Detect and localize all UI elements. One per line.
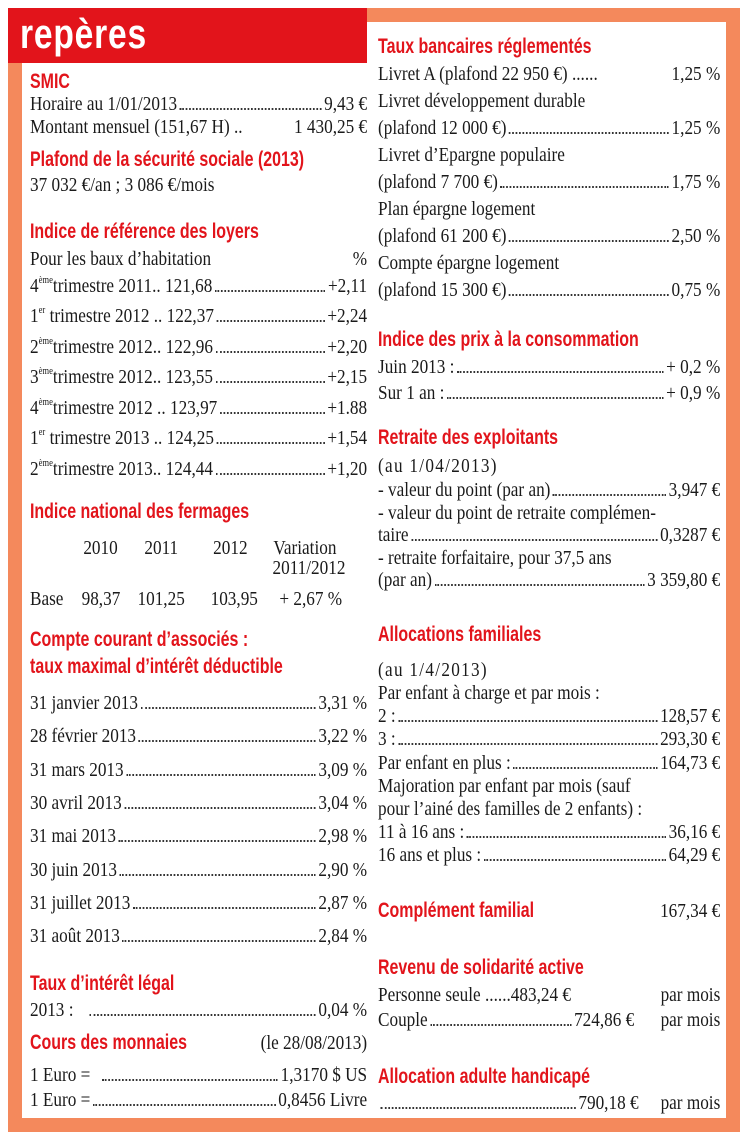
value: 1,25 %: [671, 63, 721, 85]
label: Juin 2013 :: [378, 356, 455, 378]
label: 2 :: [378, 705, 396, 728]
legal-heading: Taux d’intérêt légal: [30, 972, 175, 995]
ordinal-suffix: ème: [38, 366, 53, 377]
leader-dots: [513, 767, 657, 769]
value: 3,04 %: [318, 791, 368, 814]
list-row: [30, 824, 367, 848]
bancaires-heading: Taux bancaires réglementés: [378, 35, 592, 58]
label: Couple: [378, 1009, 428, 1031]
irl-heading: Indice de référence des loyers: [30, 220, 259, 243]
label: trimestre 2012..: [52, 366, 162, 388]
label: 31 juillet 2013: [30, 891, 131, 914]
leader-dots: [381, 1107, 576, 1109]
unit: %: [352, 248, 368, 270]
list-row: [378, 546, 720, 570]
leader-dots: [220, 412, 325, 414]
leader-dots: [120, 874, 316, 876]
list-row: [378, 62, 720, 86]
list-row: [30, 274, 367, 298]
label: Montant mensuel (151,67 H) ..: [30, 116, 243, 138]
index: 123,97: [169, 397, 218, 419]
change: +1.88: [327, 397, 368, 419]
rsa-row: [378, 1008, 720, 1032]
aah-row: [378, 1091, 720, 1115]
irl-subheading: [30, 247, 367, 271]
leader-dots: [467, 836, 666, 838]
list-row: [378, 751, 720, 775]
period: [30, 396, 166, 420]
leader-dots: [509, 294, 669, 296]
leader-dots: [119, 840, 316, 842]
date: (le 28/08/2013): [260, 1032, 368, 1054]
list-row: [30, 758, 367, 782]
list-row: [30, 335, 367, 359]
value: 36,16 €: [668, 821, 721, 844]
index: 122,96: [165, 336, 213, 358]
ordinal: 4: [30, 275, 39, 297]
label: Par enfant à charge et par mois :: [378, 682, 600, 704]
title-banner: [8, 8, 367, 63]
label: (par an): [378, 569, 432, 591]
change: +2,20: [327, 336, 368, 358]
label: Base: [30, 588, 64, 610]
pss-text: 37 032 €/an ; 3 086 €/mois: [30, 174, 215, 196]
col-header: 2010: [83, 537, 118, 559]
list-row: [378, 681, 720, 705]
list-row: [378, 355, 720, 379]
change: +2,24: [327, 305, 368, 327]
value: 0,75 %: [671, 279, 721, 301]
complement-value: [378, 899, 720, 923]
col-header: Variation: [273, 537, 337, 559]
list-row: [378, 568, 720, 592]
list-row: [30, 858, 367, 882]
leader-dots: [509, 240, 669, 242]
pss-heading: Plafond de la sécurité sociale (2013): [30, 148, 305, 171]
label: 31 août 2013: [30, 925, 120, 948]
leader-dots: [93, 1104, 276, 1106]
label: 30 avril 2013: [30, 791, 122, 814]
ordinal: 1: [30, 427, 39, 449]
change: +2,11: [327, 275, 368, 297]
label: - valeur du point (par an): [378, 479, 551, 501]
list-row: [378, 116, 720, 140]
label: trimestre 2011..: [52, 275, 161, 297]
cca-heading-2: taux maximal d’intérêt déductible: [30, 655, 283, 678]
leader-dots: [139, 740, 316, 742]
ordinal-suffix: er: [38, 305, 46, 316]
list-row: [30, 457, 367, 481]
list-row: [378, 251, 720, 275]
value: 483,24 €: [510, 984, 572, 1006]
label: Compte épargne logement: [378, 252, 560, 274]
value: 128,57 €: [660, 705, 721, 728]
retraite-date: (au 1/04/2013): [378, 455, 498, 477]
label: trimestre 2013 ..: [45, 427, 163, 449]
list-row: [30, 891, 367, 915]
aah-heading: Allocation adulte handicapé: [378, 1065, 590, 1088]
list-row: [30, 365, 367, 389]
leader-dots: [217, 320, 325, 322]
value: 1,25 %: [671, 117, 721, 139]
index: 123,55: [165, 366, 213, 388]
list-row: [30, 924, 367, 948]
leader-dots: [122, 940, 315, 942]
label: Livret d’Epargne populaire: [378, 144, 565, 166]
rsa-heading: Revenu de solidarité active: [378, 956, 584, 979]
label: 11 à 16 ans :: [378, 821, 465, 844]
ordinal: 1: [30, 305, 39, 327]
label: Livret A (plafond 22 950 €) ......: [378, 63, 598, 85]
leader-dots: [217, 442, 325, 444]
smic-row: [30, 92, 367, 116]
label: Horaire au 1/01/2013: [30, 93, 178, 115]
unit: par mois: [660, 1009, 721, 1031]
list-row: [378, 727, 720, 751]
monnaies-date: [30, 1031, 367, 1055]
value: 790,18 €: [578, 1092, 639, 1114]
leader-dots: [215, 290, 325, 292]
ordinal-suffix: ème: [38, 275, 53, 286]
value: 0,04 %: [318, 999, 368, 1021]
list-row: [378, 843, 720, 867]
value: 3,22 %: [318, 725, 368, 748]
label: Pour les baux d’habitation: [30, 248, 212, 270]
complement-heading: Complément familial: [378, 899, 535, 922]
value: 9,43 €: [324, 93, 368, 115]
period: [30, 457, 161, 481]
list-row: [378, 704, 720, 728]
leader-dots: [216, 351, 325, 353]
label: trimestre 2012 ..: [45, 305, 163, 327]
ordinal-suffix: ème: [38, 336, 53, 347]
index: 124,25: [166, 427, 214, 449]
label: 3 :: [378, 728, 396, 751]
leader-dots: [398, 720, 657, 722]
value: 101,25: [137, 588, 185, 610]
leader-dots: [102, 1079, 278, 1081]
label: pour l’ainé des familles de 2 enfants) :: [378, 798, 643, 820]
value: 2,50 %: [671, 225, 721, 247]
label: trimestre 2013..: [52, 458, 162, 480]
label: Personne seule ......: [378, 984, 511, 1006]
value: 3,09 %: [318, 758, 368, 781]
label: 1 Euro =: [30, 1064, 91, 1086]
ordinal-suffix: ème: [38, 397, 53, 408]
list-row: [378, 523, 720, 547]
label: 31 mai 2013: [30, 825, 116, 848]
value: 1,75 %: [671, 171, 721, 193]
leader-dots: [141, 707, 316, 709]
list-row: [30, 426, 367, 450]
col-header: 2011: [144, 537, 179, 559]
leader-dots: [553, 494, 666, 496]
retraite-heading: Retraite des exploitants: [378, 426, 559, 449]
period: [30, 426, 162, 450]
change: +1,54: [327, 427, 368, 449]
leader-dots: [124, 807, 315, 809]
list-row: [30, 396, 367, 420]
list-row: [378, 820, 720, 844]
leader-dots: [509, 132, 669, 134]
value: 0,8456 Livre: [278, 1089, 368, 1111]
fermages-row: [30, 587, 367, 611]
leader-dots: [126, 774, 316, 776]
value: 2,90 %: [318, 858, 368, 881]
label: trimestre 2012..: [52, 336, 162, 358]
value: 3,947 €: [668, 479, 721, 501]
period: [30, 335, 161, 359]
leader-dots: [398, 743, 657, 745]
list-row: [378, 143, 720, 167]
value: 164,73 €: [660, 751, 721, 774]
index: 122,37: [166, 305, 214, 327]
allocations-date: (au 1/4/2013): [378, 659, 488, 681]
value: 0,3287 €: [660, 524, 721, 546]
value: 293,30 €: [660, 728, 721, 751]
ipc-heading: Indice des prix à la consommation: [378, 328, 639, 351]
label: 16 ans et plus :: [378, 844, 482, 867]
value: 3,31 %: [318, 692, 368, 714]
ordinal-suffix: ème: [38, 458, 53, 469]
index: 121,68: [165, 275, 213, 297]
value: 1,3170 $ US: [280, 1064, 368, 1086]
monnaies-row: [30, 1063, 367, 1087]
value: 64,29 €: [668, 844, 721, 867]
label: 31 mars 2013: [30, 758, 124, 781]
ordinal: 4: [30, 397, 39, 419]
label: Plan épargne logement: [378, 198, 536, 220]
leader-dots: [500, 186, 668, 188]
leader-dots: [180, 108, 322, 110]
label: trimestre 2012 ..: [52, 397, 166, 419]
leader-dots: [457, 371, 664, 373]
value: + 0,9 %: [666, 382, 721, 404]
ordinal: 3: [30, 366, 39, 388]
change: +1,20: [327, 458, 368, 480]
monnaies-heading: Cours des monnaies: [30, 1031, 187, 1054]
label: 31 janvier 2013: [30, 692, 138, 714]
leader-dots: [133, 907, 316, 909]
list-row: [30, 791, 367, 815]
list-row: [378, 774, 720, 798]
ordinal: 2: [30, 458, 39, 480]
list-row: [30, 691, 367, 715]
monnaies-row: [30, 1088, 367, 1112]
label: (plafond 15 300 €): [378, 279, 507, 301]
label: 30 juin 2013: [30, 858, 117, 881]
label: (plafond 7 700 €): [378, 171, 498, 193]
index: 124,44: [165, 458, 213, 480]
label: 2013 :: [30, 999, 74, 1021]
leader-dots: [216, 473, 325, 475]
ordinal-suffix: er: [38, 427, 46, 438]
legal-row: [30, 998, 367, 1022]
leader-dots: [447, 397, 664, 399]
cca-heading: Compte courant d’associés :: [30, 628, 249, 651]
value: 724,86 €: [574, 1009, 635, 1031]
value: 98,37: [81, 588, 121, 610]
list-row: [378, 501, 720, 525]
period: [30, 274, 161, 298]
label: Livret développement durable: [378, 90, 586, 112]
list-row: [378, 224, 720, 248]
value: + 0,2 %: [666, 356, 721, 378]
value: 2,87 %: [318, 891, 368, 914]
value: 167,34 €: [660, 900, 721, 922]
value: 3 359,80 €: [647, 569, 721, 591]
label: taire: [378, 524, 409, 546]
leader-dots: [430, 1024, 571, 1026]
value: 2,98 %: [318, 825, 368, 848]
value: 103,95: [210, 588, 258, 610]
page-title: repères: [20, 10, 148, 57]
change: +2,15: [327, 366, 368, 388]
label: Sur 1 an :: [378, 382, 445, 404]
list-row: [378, 278, 720, 302]
smic-row: [30, 115, 367, 139]
list-row: [378, 381, 720, 405]
smic-heading: SMIC: [30, 70, 70, 93]
rsa-row: [378, 983, 720, 1007]
value: 1 430,25 €: [294, 116, 368, 138]
leader-dots: [411, 539, 657, 541]
leader-dots: [435, 584, 645, 586]
label: Par enfant en plus :: [378, 751, 511, 774]
ordinal: 2: [30, 336, 39, 358]
list-row: [378, 797, 720, 821]
unit: par mois: [660, 1092, 721, 1114]
list-row: [378, 197, 720, 221]
fermages-heading: Indice national des fermages: [30, 500, 250, 523]
label: - retraite forfaitaire, pour 37,5 ans: [378, 546, 612, 569]
leader-dots: [216, 381, 325, 383]
label: (plafond 61 200 €): [378, 225, 507, 247]
period: [30, 365, 161, 389]
list-row: [378, 478, 720, 502]
label: 1 Euro =: [30, 1089, 91, 1111]
period: [30, 304, 162, 328]
label: - valeur du point de retraite complémen-: [378, 501, 656, 524]
list-row: [378, 170, 720, 194]
list-row: [378, 89, 720, 113]
value: + 2,67 %: [279, 588, 343, 610]
list-row: [30, 724, 367, 748]
col-header: 2012: [213, 537, 248, 559]
label: 28 février 2013: [30, 725, 137, 748]
label: (plafond 12 000 €): [378, 117, 507, 139]
list-row: [30, 304, 367, 328]
unit: par mois: [660, 984, 721, 1006]
col-header: 2011/2012: [272, 557, 346, 579]
allocations-heading: Allocations familiales: [378, 623, 542, 646]
leader-dots: [484, 859, 666, 861]
label: Majoration par enfant par mois (sauf: [378, 774, 631, 797]
leader-dots: [89, 1014, 316, 1016]
value: 2,84 %: [318, 925, 368, 948]
